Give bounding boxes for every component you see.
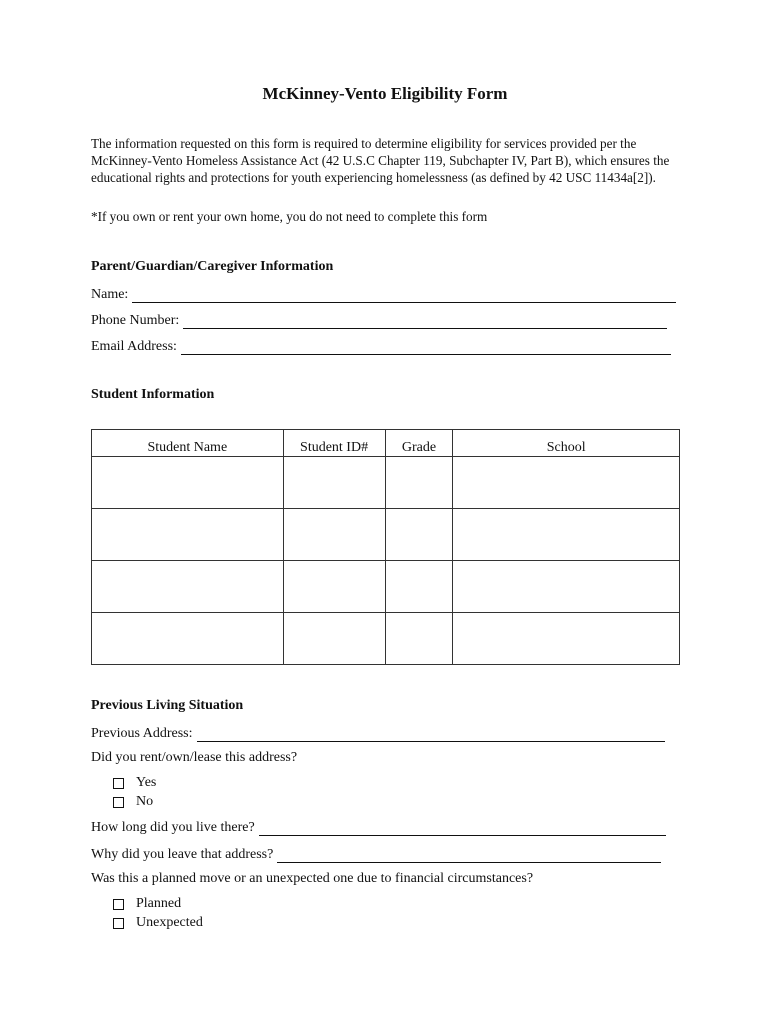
checkbox-planned[interactable]	[113, 899, 124, 910]
rent-option-no-label: No	[136, 794, 154, 809]
school-cell[interactable]	[453, 613, 680, 665]
student-id-cell[interactable]	[283, 509, 385, 561]
reason-label: Why did you leave that address?	[91, 847, 274, 862]
column-header-school: School	[453, 430, 680, 457]
previous-address-label: Previous Address:	[91, 726, 193, 741]
table-row	[92, 457, 680, 509]
table-row	[92, 613, 680, 665]
guardian-phone-field[interactable]	[91, 311, 667, 329]
rent-option-no[interactable]	[113, 794, 153, 810]
guardian-name-label: Name:	[91, 287, 129, 302]
duration-field[interactable]	[91, 818, 666, 836]
student-id-cell[interactable]	[283, 457, 385, 509]
student-name-cell[interactable]	[92, 561, 284, 613]
duration-input[interactable]	[259, 821, 666, 836]
student-id-cell[interactable]	[283, 561, 385, 613]
grade-cell[interactable]	[385, 509, 453, 561]
rent-question: Did you rent/own/lease this address?	[91, 750, 298, 765]
guardian-name-input[interactable]	[132, 288, 676, 303]
planned-option-planned-label: Planned	[136, 896, 182, 911]
form-title: McKinney-Vento Eligibility Form	[262, 84, 508, 103]
column-header-grade: Grade	[385, 430, 453, 457]
rent-option-yes-label: Yes	[136, 775, 157, 790]
planned-question: Was this a planned move or an unexpected one due to financial circumstances?	[91, 871, 534, 886]
duration-label: How long did you live there?	[91, 820, 255, 835]
guardian-name-field[interactable]	[91, 285, 676, 303]
table-row	[92, 561, 680, 613]
planned-option-planned[interactable]	[113, 896, 181, 912]
previous-heading: Previous Living Situation	[91, 698, 244, 713]
reason-field[interactable]	[91, 845, 661, 863]
student-name-cell[interactable]	[92, 613, 284, 665]
guardian-email-field[interactable]	[91, 337, 671, 355]
student-name-cell[interactable]	[92, 457, 284, 509]
checkbox-no[interactable]	[113, 797, 124, 808]
previous-address-input[interactable]	[197, 727, 665, 742]
guardian-phone-input[interactable]	[183, 314, 667, 329]
column-header-student-name: Student Name	[92, 430, 284, 457]
student-table	[91, 429, 680, 665]
planned-option-unexpected[interactable]	[113, 915, 203, 931]
column-header-student-id: Student ID#	[283, 430, 385, 457]
student-id-cell[interactable]	[283, 613, 385, 665]
student-table-header-row	[92, 430, 680, 457]
guardian-phone-label: Phone Number:	[91, 313, 180, 328]
student-name-cell[interactable]	[92, 509, 284, 561]
reason-input[interactable]	[277, 848, 661, 863]
planned-option-unexpected-label: Unexpected	[136, 915, 203, 930]
intro-paragraph: The information requested on this form is required to determine eligibility for services provided per the McKinney-Vento Homeless Assistance Act (42 U.S.C Chapter 119, Subchapter IV, Part B), which ensures the educational rights and protections for youth experiencing homelessness (as defined by 42 USC 11434a[2]).	[91, 136, 670, 185]
checkbox-unexpected[interactable]	[113, 918, 124, 929]
school-cell[interactable]	[453, 457, 680, 509]
grade-cell[interactable]	[385, 561, 453, 613]
ownership-note: *If you own or rent your own home, you do not need to complete this form	[91, 209, 488, 224]
guardian-email-label: Email Address:	[91, 339, 177, 354]
previous-address-field[interactable]	[91, 724, 665, 742]
rent-option-yes[interactable]	[113, 775, 156, 791]
table-row	[92, 509, 680, 561]
grade-cell[interactable]	[385, 457, 453, 509]
guardian-email-input[interactable]	[181, 340, 671, 355]
checkbox-yes[interactable]	[113, 778, 124, 789]
guardian-heading: Parent/Guardian/Caregiver Information	[91, 259, 334, 274]
grade-cell[interactable]	[385, 613, 453, 665]
school-cell[interactable]	[453, 561, 680, 613]
school-cell[interactable]	[453, 509, 680, 561]
student-heading: Student Information	[91, 387, 215, 402]
